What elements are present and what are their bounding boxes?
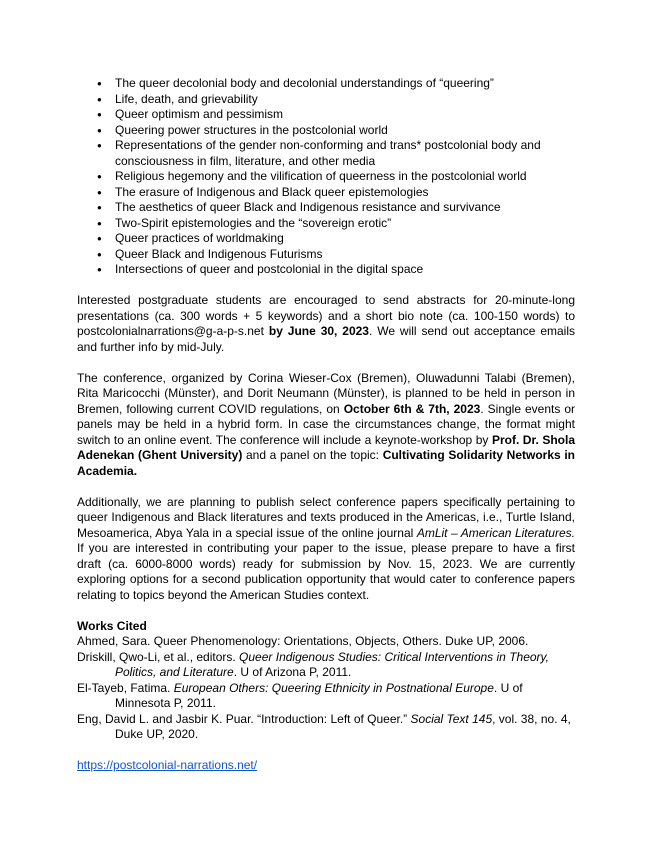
citation-text: . U of Arizona P, 2011. <box>233 665 352 679</box>
citation-title: Social Text 145 <box>410 711 493 726</box>
conference-text-1: The conference, organized by Corina Wieser-Cox (Bremen), Oluwadunni Talabi (Bremen), Rita Maricocchi (Münster), and Dorit Neumann (Münster), is planned to be held in person in Bremen, following current COVID regulations, on <box>77 370 575 416</box>
abstracts-paragraph <box>77 293 575 355</box>
citation-title: European Others: Queering Ethnicity in Postnational Europe <box>173 680 494 695</box>
list-item: ● Two-Spirit epistemologies and the “sovereign erotic” <box>77 216 575 232</box>
keynote-speaker: Prof. Dr. Shola Adenekan (Ghent University) <box>77 432 575 462</box>
citation-entry <box>77 634 575 650</box>
citation-entry <box>77 650 575 681</box>
abstracts-text-2: . We will send out acceptance emails and further info by mid-July. <box>77 324 575 354</box>
publication-text-1: Additionally, we are planning to publish select conference papers specifically pertaining to queer Indigenous and Black literatures and texts produced in the Americas, i.e., Turtle Island, Mesoamerica, Abya Yala in a special issue of the online journal <box>77 494 575 540</box>
citation-title: Queer Indigenous Studies: Critical Interventions in Theory, Politics, and Literature <box>115 649 549 679</box>
citation-text: . U of Minnesota P, 2011. <box>115 680 523 710</box>
works-cited-heading: Works Cited <box>77 618 147 633</box>
conference-paragraph <box>77 371 575 480</box>
list-item: ● Queer Black and Indigenous Futurisms <box>77 247 575 263</box>
conference-text-3: and a panel on the topic: <box>242 448 383 462</box>
list-item: ● The erasure of Indigenous and Black queer epistemologies <box>77 185 575 201</box>
list-item: ● Religious hegemony and the vilification of queerness in the postcolonial world <box>77 169 575 185</box>
panel-topic: Cultivating Solidarity Networks in Academia. <box>77 448 576 478</box>
list-item: ● Queering power structures in the postcolonial world <box>77 123 575 139</box>
conference-dates: October 6th & 7th, 2023 <box>343 401 481 416</box>
citation-entry <box>77 712 575 743</box>
citation-text: Ahmed, Sara. Queer Phenomenology: Orientations, Objects, Others. Duke UP, 2006. <box>77 634 529 648</box>
abstracts-text-1: Interested postgraduate students are encouraged to send abstracts for 20-minute-long presentations (ca. 300 words + 5 keywords) and a short bio note (ca. 100-150 words) to postcolonialnarrations@g-a-p-s.net <box>77 293 575 338</box>
citation-text: Eng, David L. and Jasbir K. Puar. “Introduction: Left of Queer.” <box>77 711 411 726</box>
list-item: ● The queer decolonial body and decolonial understandings of “queering” <box>77 76 575 92</box>
conference-text-2: . Single events or panels may be held in a hybrid form. In case the circumstances change, the format might switch to an online event. The conference will include a keynote-workshop by <box>77 401 575 447</box>
list-item: ● Life, death, and grievability <box>77 92 575 108</box>
list-item: ● Queer practices of worldmaking <box>77 231 575 247</box>
website-link[interactable]: https://postcolonial-narrations.net/ <box>77 758 258 772</box>
list-item: ● Representations of the gender non-conforming and trans* postcolonial body and consciousness in film, literature, and other media <box>77 138 575 169</box>
topics-list <box>77 76 575 278</box>
citation-text: , vol. 38, no. 4, Duke UP, 2020. <box>115 711 571 741</box>
citation-entry <box>77 681 575 712</box>
deadline-text: by June 30, 2023 <box>268 324 369 338</box>
citation-text: El-Tayeb, Fatima. <box>77 680 174 695</box>
list-item: ● The aesthetics of queer Black and Indigenous resistance and survivance <box>77 200 575 216</box>
list-item: ● Intersections of queer and postcolonial in the digital space <box>77 262 575 278</box>
journal-name: AmLit – American Literatures. <box>416 525 575 540</box>
publication-text-2: If you are interested in contributing your paper to the issue, please prepare to have a first draft (ca. 6000-8000 words) ready for submission by Nov. 15, 2023. We are currently exploring options for a second publication opportunity that would cater to conference papers relating to topics beyond the American Studies context. <box>77 541 575 602</box>
list-item: ● Queer optimism and pessimism <box>77 107 575 123</box>
citation-text: Driskill, Qwo-Li, et al., editors. <box>77 649 240 664</box>
publication-paragraph <box>77 495 575 604</box>
document-content <box>77 76 575 774</box>
